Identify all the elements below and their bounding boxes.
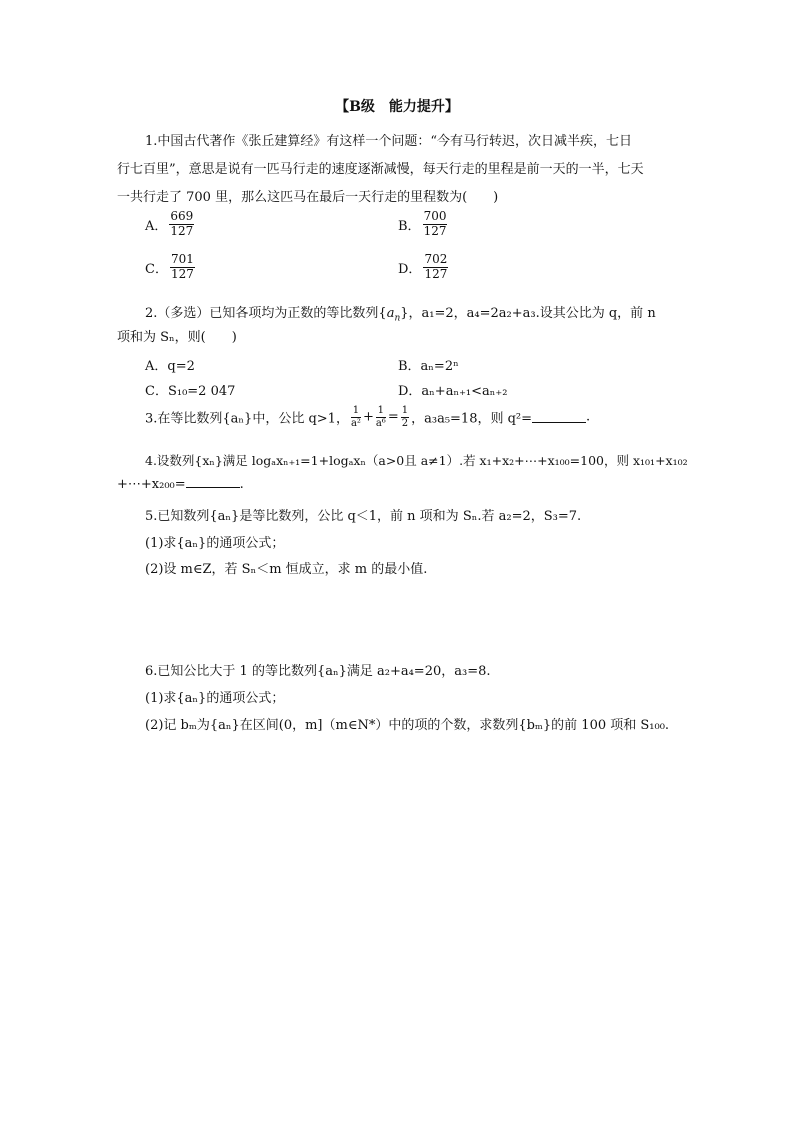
- q2-line1: [145, 302, 656, 324]
- option-fraction: [423, 253, 448, 282]
- q3-fraction-3: [401, 405, 409, 429]
- q1-option-d: [398, 253, 450, 282]
- q6-part1: (1)求{aₙ}的通项公式；: [145, 691, 285, 706]
- q2-given: a₁=2，a₄=2a₂+a₃.设其公比为 q，前 n: [421, 306, 656, 321]
- q1-line1: 1.中国古代著作《张丘建算经》有这样一个问题：“今有马行转迟，次日减半疾，七日: [145, 134, 633, 149]
- q2-option-c: C．S₁₀=2 047: [145, 384, 236, 399]
- q1-option-a: [145, 210, 196, 239]
- q3-end: .: [586, 409, 591, 425]
- fraction-numerator: 701: [170, 252, 194, 266]
- q1-line2: 行七百里”，意思是说有一匹马行走的速度逐渐减慢，每天行走的里程是前一天的一半，七天: [117, 162, 644, 177]
- option-fraction: [170, 253, 195, 282]
- q3-equals: =: [387, 409, 399, 425]
- q4-line2: [117, 477, 244, 492]
- fraction-denominator: a⁶: [375, 417, 386, 429]
- option-fraction: [169, 210, 194, 239]
- fraction-denominator: 127: [170, 266, 194, 281]
- q1-option-b: [398, 210, 449, 239]
- fraction-denominator: 2: [401, 417, 409, 429]
- fraction-denominator: 127: [170, 223, 194, 238]
- fraction-numerator: 669: [170, 209, 194, 223]
- q2-option-b: B．aₙ=2ⁿ: [398, 359, 459, 374]
- fraction-denominator: a²: [350, 417, 361, 429]
- option-label: B．: [398, 218, 421, 234]
- option-label: A．: [145, 218, 168, 234]
- option-label: C．: [145, 261, 168, 277]
- q4-line1: 4.设数列{xₙ}满足 logₐxₙ₊₁=1+logₐxₙ（a>0且 a≠1）.若 x₁+x₂+⋯+x₁₀₀=100，则 x₁₀₁+x₁₀₂: [145, 453, 688, 468]
- q5-part2: (2)设 m∈Z，若 Sₙ＜m 恒成立，求 m 的最小值.: [145, 562, 428, 577]
- q1-option-c: [145, 253, 197, 282]
- q1-line3: 一共行走了 700 里，那么这匹马在最后一天行走的里程数为( ): [117, 190, 499, 205]
- q5-part1: (1)求{aₙ}的通项公式；: [145, 536, 285, 551]
- fraction-denominator: 127: [424, 266, 448, 281]
- fraction-numerator: 702: [424, 252, 448, 266]
- q2-option-d: D．aₙ+aₙ₊₁<aₙ₊₂: [398, 384, 508, 399]
- q2-seq-symbol: $a_n$: [386, 306, 401, 324]
- q3-answer-blank: [532, 412, 586, 423]
- q3-fraction-2: [376, 405, 386, 429]
- q3-plus: +: [362, 409, 374, 425]
- fraction-numerator: 1: [377, 405, 385, 416]
- option-label: D．: [398, 261, 422, 277]
- fraction-numerator: 1: [352, 405, 360, 416]
- q4-end: .: [239, 477, 244, 492]
- q6-part2: (2)记 bₘ为{aₙ}在区间(0，m]（m∈N*）中的项的个数，求数列{bₘ}的前 100 项和 S₁₀₀.: [145, 718, 670, 733]
- fraction-denominator: 127: [423, 223, 447, 238]
- q2-prefix: 2.（多选）已知各项均为正数的等比数列{: [145, 306, 387, 321]
- q4-answer-blank: [186, 477, 240, 488]
- q5-line1: 5.已知数列{aₙ}是等比数列，公比 q＜1，前 n 项和为 Sₙ.若 a₂=2，S₃=7.: [145, 509, 582, 524]
- q4-line2-text: +⋯+x₂₀₀=: [117, 477, 186, 492]
- section-title: 【B级 能力提升】: [335, 99, 459, 115]
- fraction-numerator: 1: [401, 405, 409, 416]
- option-fraction: [423, 210, 448, 239]
- q3-fraction-1: [351, 405, 361, 429]
- q3-text-after: ，a₃a₅=18，则 q²=: [411, 411, 533, 427]
- q2-mid: }，: [400, 306, 422, 321]
- q2-line2: 项和为 Sₙ，则( ): [117, 330, 237, 345]
- q3-line: [145, 405, 590, 429]
- fraction-numerator: 700: [423, 209, 447, 223]
- q2-option-a: A．q=2: [145, 359, 195, 374]
- q6-line1: 6.已知公比大于 1 的等比数列{aₙ}满足 a₂+a₄=20，a₃=8.: [145, 664, 491, 679]
- q3-text-before: 3.在等比数列{aₙ}中，公比 q>1，: [145, 411, 349, 427]
